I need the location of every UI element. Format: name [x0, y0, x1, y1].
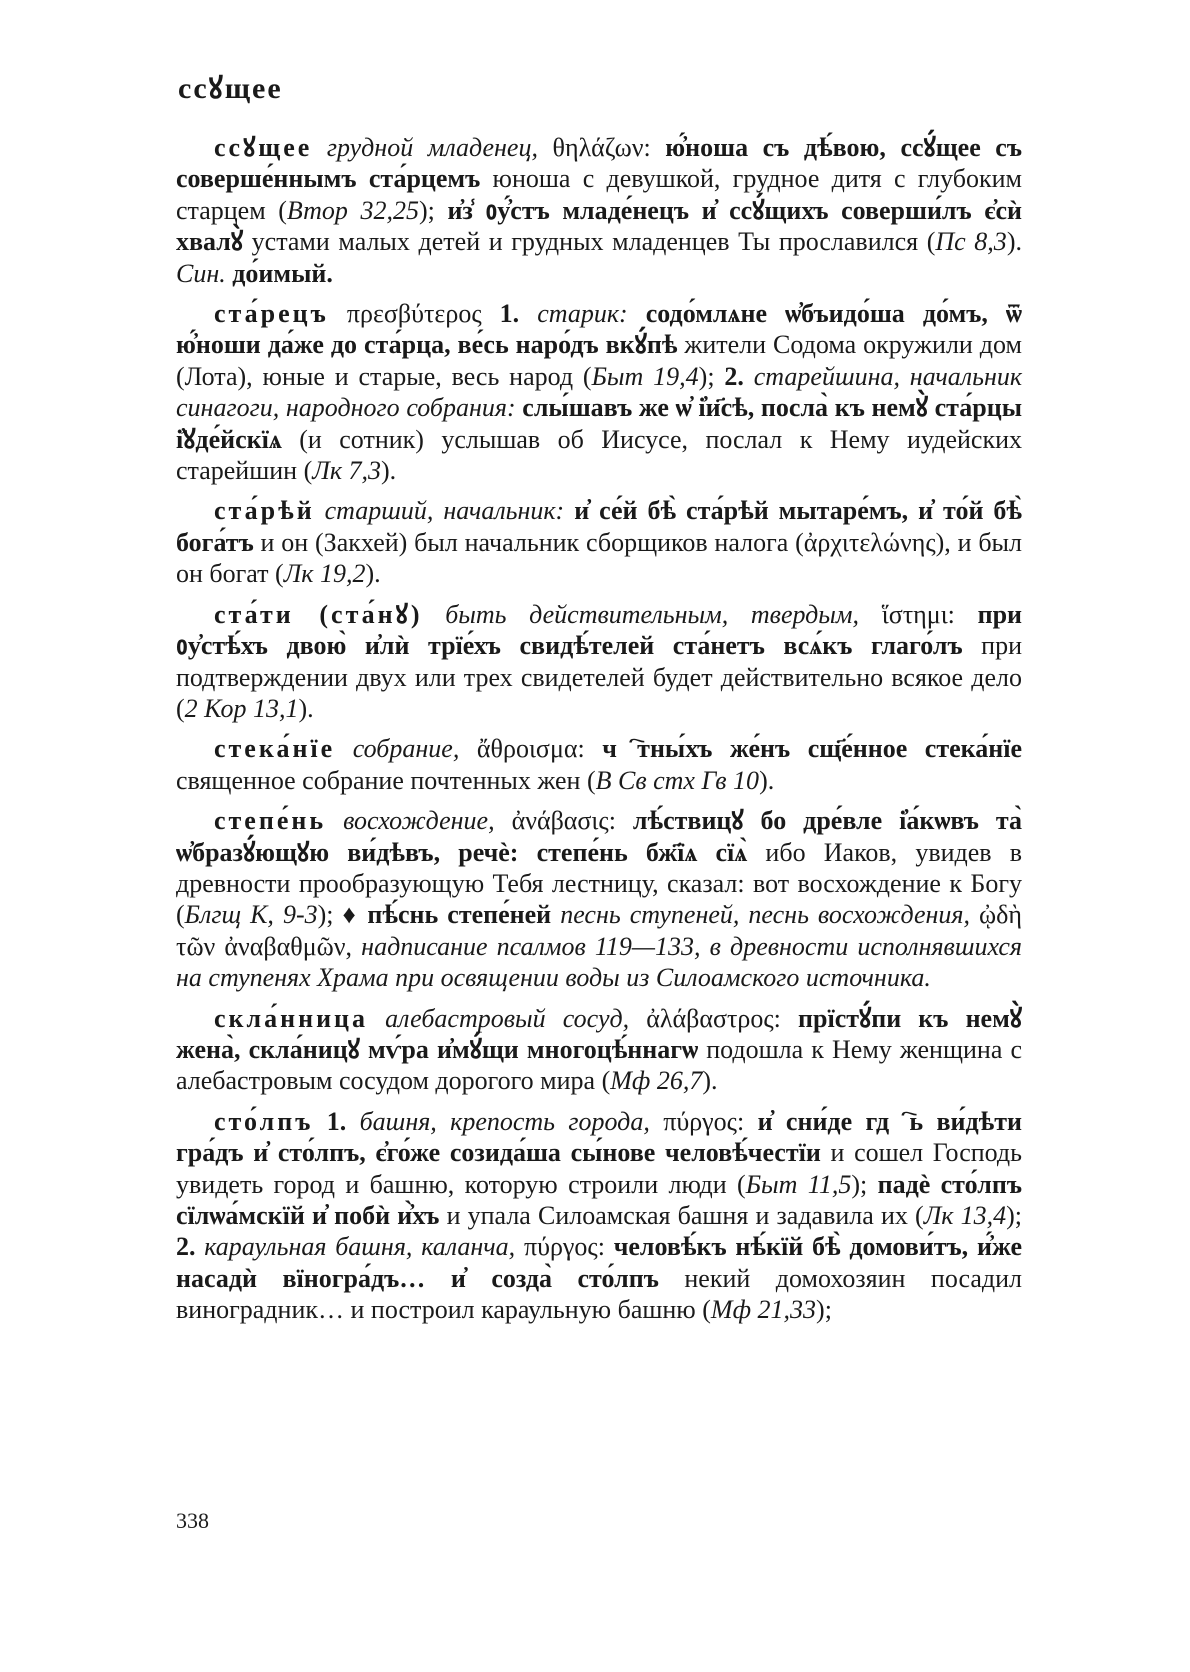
sense-number: 1. [499, 299, 520, 329]
church-slavonic-text: и҆з̾ ᲂу҆́стъ младе́нецъ и҆ ссꙋ́щихъ соверши́лъ є҆сѝ хвалꙋ̀ [176, 195, 1023, 257]
entry-text: юноша с девушкой, грудное дитя с глубоким старцем ( [176, 164, 1023, 225]
entry-text [196, 1232, 205, 1261]
entry-text: πύργος: [649, 1106, 758, 1136]
italic-text: Син. [176, 258, 226, 288]
entry-text [519, 299, 537, 328]
entries-column [176, 132, 1022, 1335]
sense-number: 2. [724, 361, 744, 391]
entry-text [315, 496, 325, 525]
church-slavonic-text: и҆ се́й бѣ̀ ста́рѣй мытаре́мъ, и҆ то́й бѣ̀ бога́тъ [176, 496, 1023, 557]
italic-text: караульная башня, каланча, [204, 1232, 516, 1262]
entry-text: ἄθροισμα: [459, 734, 603, 764]
entry-text: и сошел Господь увидеть город и башню, которую строили люди ( [176, 1138, 1022, 1199]
italic-text: алебастровый сосуд, [385, 1003, 630, 1033]
italic-text: Быт 11,5 [745, 1169, 852, 1199]
entry-text: ибо Иаков, увидев в древности прообразующую Тебя лестницу, сказал: вот восхождение к Богу ( [176, 837, 1023, 930]
entry-headword: скла́нница [214, 1003, 369, 1033]
entry-text: ᾠδὴ τῶν ἀναβαθμῶν, [176, 900, 1023, 961]
entry-text: подошла к Нему женщина с алебастровым сосудом дорогого мира ( [176, 1034, 1022, 1096]
entry-headword: сто́лпъ [214, 1106, 314, 1136]
entry-text [326, 806, 343, 835]
dictionary-entry [176, 599, 1022, 725]
italic-text: Быт 19,4 [591, 361, 699, 391]
entry-text: (и сотник) услышав об Иисусе, послал к Нему иудейских старейшин ( [176, 424, 1022, 486]
dictionary-entry [176, 733, 1022, 796]
sense-number: 2. [176, 1232, 196, 1262]
italic-text: грудной младенец, [326, 133, 538, 162]
entry-text: ἀνάβασις: [494, 806, 633, 836]
church-slavonic-text: слы́шавъ же ѡ҆ і҆и҃сѣ, посла̀ къ немꙋ̀ ста́рцы і҆ꙋде́йскїѧ [176, 393, 1023, 454]
dictionary-entry [176, 1106, 1022, 1326]
church-slavonic-text: и҆ сни́де гдⷭ҇ь ви́дѣти гра́дъ и҆ сто́лпъ, є҆го́же созида́ша сы́нове человѣ́честїи [176, 1106, 1023, 1168]
church-slavonic-text: человѣ́къ нѣ́кїй бѣ̀ домови́тъ, и҆́же насадѝ вїногра́дъ… и҆ созда̀ сто́лпъ [176, 1232, 1022, 1293]
entry-text [551, 900, 560, 929]
italic-text: Пс 8,3 [935, 227, 1007, 257]
entry-text: и упала Силоамская башня и задавила их ( [439, 1201, 924, 1230]
entry-text: ); [851, 1169, 878, 1199]
church-slavonic-text: прїстꙋ́пи къ немꙋ̀ жена̀, скла́ницꙋ мѵ́ра и҆мꙋ́щи многоцѣ́ннагѡ [176, 1003, 1022, 1064]
italic-text: старик: [537, 299, 628, 329]
entry-text: ). [298, 693, 314, 723]
entry-text: ). [1006, 227, 1022, 257]
entry-headword: степе́нь [214, 806, 327, 836]
church-slavonic-text: чⷭ҇тны́хъ же́нъ сщ҃е́нное стека́нїе [602, 734, 1022, 764]
entry-text: жители Содома окружили дом (Лота), юные и старые, весь народ ( [176, 330, 1022, 391]
dictionary-entry [176, 805, 1022, 993]
dictionary-entry [176, 298, 1022, 486]
italic-text: Втор 32,25 [286, 195, 419, 225]
entry-text: ); [418, 195, 448, 225]
church-slavonic-text: пѣ́снь степе́ней [367, 900, 552, 930]
church-slavonic-text: до́имый. [232, 258, 333, 288]
entry-text [423, 600, 446, 629]
page-number: 338 [176, 1508, 209, 1533]
italic-text: Лк 13,4 [923, 1201, 1007, 1230]
running-head: ссꙋщее [178, 72, 283, 105]
entry-text: ). [702, 1066, 718, 1096]
entry-text: πύργος: [515, 1232, 614, 1262]
dictionary-entry [176, 1003, 1022, 1097]
italic-text: быть действительным, твердым, [445, 599, 860, 629]
entry-text: устами малых детей и грудных младенцев Ты прославился ( [243, 227, 936, 257]
entry-headword: ста́рѣй [214, 496, 315, 526]
entry-headword: ссꙋщее [214, 133, 313, 162]
entry-text: ); ♦ [317, 900, 368, 930]
entry-text: ἵστημι: [859, 599, 978, 629]
church-slavonic-text: при ᲂу҆стѣ́хъ двою̀ и҆лѝ трїе́хъ свидѣ́телей ста́нетъ всѧ́къ глаго́лъ [176, 599, 1023, 661]
entry-text: ); [1006, 1201, 1022, 1230]
italic-text: старший, начальник: [324, 496, 565, 526]
italic-text: 2 Кор 13,1 [184, 693, 299, 723]
church-slavonic-text: лѣ́ствицꙋ бо дре́вле і҆а́кѡвъ та̀ ѡ҆бразꙋ́ющꙋю ви́дѣвъ, речѐ: степе́нь бж҃їѧ сїѧ̀ [176, 806, 1022, 867]
entry-text: ); [698, 361, 725, 391]
italic-text: Лк 7,3 [312, 456, 382, 486]
entry-text [368, 1004, 385, 1033]
entry-headword: ста́рецъ [214, 299, 329, 329]
entry-text: ). [759, 765, 775, 795]
dictionary-entry [176, 495, 1022, 589]
entry-text [335, 734, 353, 763]
entry-text: некий домохозяин посадил виноградник… и построил караульную башню ( [176, 1263, 1022, 1325]
entry-text: ). [381, 456, 397, 486]
entry-text [313, 1107, 326, 1136]
entry-text: ). [365, 559, 381, 589]
italic-text: надписание псалмов 119—133, в древности исполнявшихся на ступенях Храма при освящении воды из Силоамского источника. [176, 931, 1022, 993]
entry-text: и он (Закхей) был начальник сборщиков налога (ἀρχιτελώνης), и был он богат ( [176, 527, 1022, 589]
entry-text: θηλάζων: [537, 133, 666, 162]
italic-text: собрание, [352, 734, 460, 764]
entry-text: при подтверждении двух или трех свидетелей будет действительно всякое дело ( [176, 631, 1022, 723]
entry-headword: ста́ти (ста́нꙋ) [214, 599, 423, 629]
dictionary-entry [176, 132, 1022, 289]
italic-text: старейшина, начальник синагоги, народного собрания: [176, 361, 1023, 423]
italic-text: восхождение, [343, 806, 495, 836]
italic-text: Лк 19,2 [283, 559, 366, 589]
italic-text: В Св стх Гв 10 [595, 765, 760, 795]
sense-number: 1. [326, 1106, 347, 1136]
entry-text [346, 1107, 359, 1136]
entry-text: священное собрание почтенных жен ( [176, 765, 596, 795]
entry-text [312, 133, 327, 162]
entry-text: πρεσβύτερος [328, 299, 500, 329]
church-slavonic-text: падѐ сто́лпъ сїлѡа́мскїй и҆ побѝ и҆̀хъ [176, 1169, 1022, 1230]
entry-text: ); [816, 1295, 832, 1325]
church-slavonic-text: ю҆́ноша съ дѣ́вою, ссꙋ́щее съ соверше́ннымъ ста́рцемъ [176, 133, 1023, 194]
church-slavonic-text: содо́млѧне ѡ҆бъидо́ша до́мъ, ѿ ю҆́ноши да́же до ста́рца, ве́сь наро́дъ вкꙋ́пѣ [176, 299, 1022, 360]
entry-text: ἀλάβαστρος: [629, 1003, 799, 1033]
entry-headword: стека́нїе [214, 734, 336, 764]
italic-text: песнь ступеней, песнь восхождения, [560, 900, 971, 930]
entry-text [744, 362, 754, 391]
italic-text: башня, крепость города, [359, 1106, 650, 1136]
italic-text: Блгщ К, 9-3 [184, 900, 318, 930]
italic-text: Мф 21,33 [710, 1295, 817, 1325]
entry-text [628, 299, 646, 328]
entry-text [564, 496, 574, 525]
italic-text: Мф 26,7 [610, 1066, 703, 1096]
